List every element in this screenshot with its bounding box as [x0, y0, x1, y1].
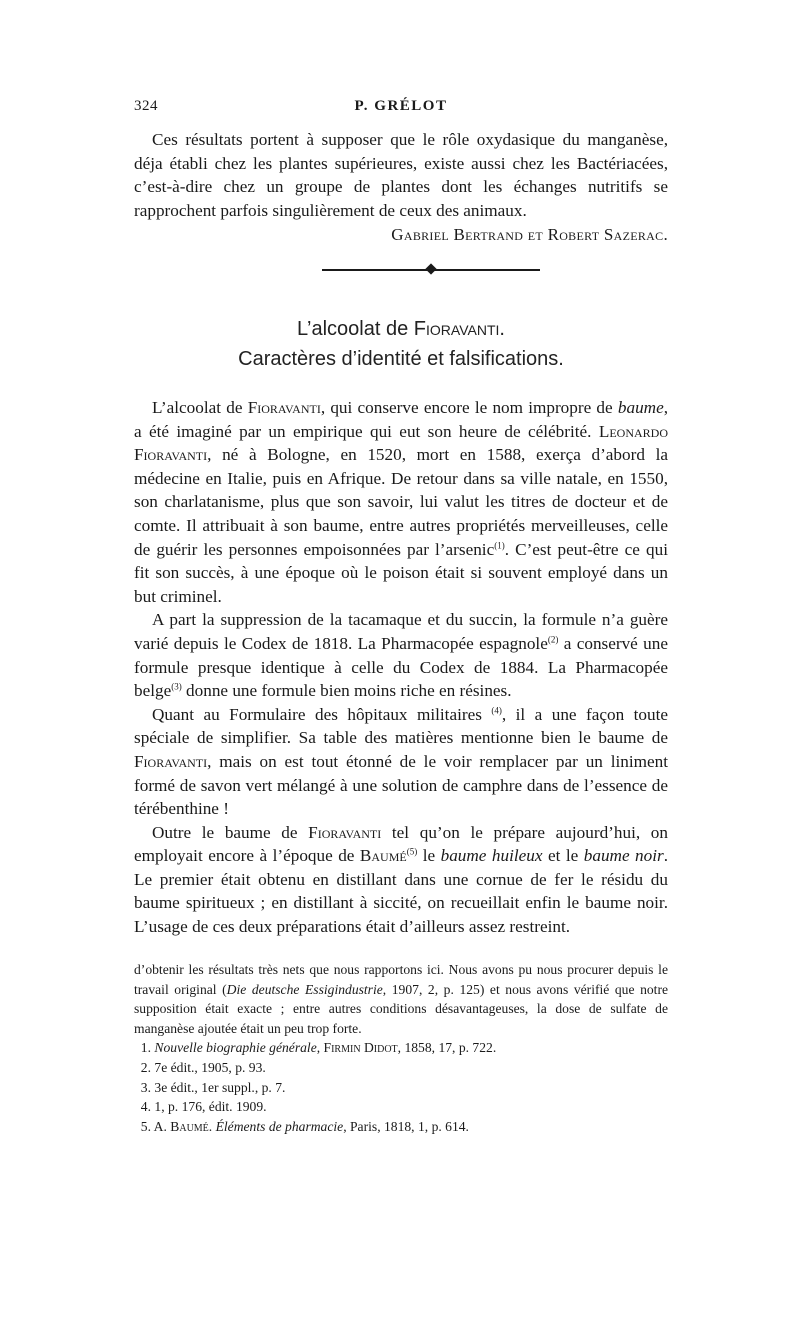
footnote-1: 1. Nouvelle biographie générale, Firmin Didot, 1858, 17, p. 722.	[140, 1040, 497, 1056]
intro-paragraph: Ces résultats portent à supposer que le rôle oxydasique du manganèse, déja établi chez les plantes supérieures, existe aussi chez les Bactériacées, c’est-à-dire chez un groupe de plantes dont les échanges nutritifs se rapprochent parfois singulièrement de ceux des animaux.	[134, 130, 668, 220]
article-subtitle: Caractères d’identité et falsifications.	[238, 348, 564, 370]
footnote-2: 2. 7e édit., 1905, p. 93.	[140, 1059, 266, 1075]
page-number: 324	[134, 98, 158, 114]
running-head: P. GRÉLOT	[354, 98, 448, 114]
footnotes	[134, 960, 668, 1136]
footnote-ref-1: (1)	[494, 539, 505, 550]
body-paragraph-1: L’alcoolat de Fioravanti, qui conserve encore le nom impropre de baume, a été imaginé par un empirique qui eut son heure de célébrité. Leonardo Fioravanti, né à Bologne, en 1520, mort en 1588, exerça d’abord la médecine en Italie, puis en Afrique. De retour dans sa ville natale, en 1550, son charlatanisme, plus que son savoir, lui valut les titres de docteur et de comte. Il attribuait à son baume, entre autres propriétés merveilleuses, celle de guérir les personnes empoisonnées par l’arsenic$^{(1)}$. C’est peut-être ce qui fit son succès, à une époque où le poison était si souvent employé dans un but criminel.	[134, 398, 668, 606]
footnote-5: 5. A. Baumé. Éléments de pharmacie, Paris, 1818, 1, p. 614.	[140, 1118, 469, 1134]
body-paragraph-2: A part la suppression de la tacamaque et du succin, la formule n’a guère varié depuis le Codex de 1818. La Pharmacopée espagnole$^{(2)}$ a conservé une formule presque identique à celle du Codex de 1884. La Pharmacopée belge$^{(3)}$ donne une formule bien moins riche en résines.	[134, 610, 668, 701]
footnote-ref-5: (5)	[406, 846, 418, 857]
body-paragraph-3: Quant au Formulaire des hôpitaux militaires $^{(4)}$, il a une façon toute spéciale de simplifier. Sa table des matières mentionne bien le baume de Fioravanti, mais on est tout étonné de le voir remplacer par un liniment formé de savon vert mélangé à une solution de camphre dans de l’essence de térébenthine !	[134, 704, 669, 819]
footnote-ref-2: (2)	[547, 634, 559, 645]
footnote-ref-3: (3)	[171, 681, 182, 692]
intro-text	[134, 128, 668, 222]
body-paragraph-4: Outre le baume de Fioravanti tel qu’on le prépare aujourd’hui, on employait encore à l’époque de Baumé$^{(5)}$ le baume huileux et le baume noir. Le premier était obtenu en distillant dans une cornue de fer le résidu du baume spiritueux ; en distillant à siccité, on recueillait enfin le baume noir. L’usage de ces deux préparations était d’ailleurs assez restreint.	[134, 822, 669, 937]
author-signature: Gabriel Bertrand et Robert Sazerac.	[391, 225, 668, 244]
footnote-continuation: d’obtenir les résultats très nets que nous rapportons ici. Nous avons pu nous procurer depuis le travail original (Die deutsche Essigindustrie, 1907, 2, p. 125) et nous avons vérifié que notre supposition était exacte ; entre autres conditions désavantageuses, la dose de sulfate de manganèse ajoutée était un peu trop forte.	[134, 962, 669, 1036]
article-body	[134, 396, 668, 939]
title-name: Fioravanti	[413, 318, 500, 340]
footnote-3: 3. 3e édit., 1er suppl., p. 7.	[140, 1079, 286, 1095]
page-header	[134, 98, 668, 120]
footnote-ref-4: (4)	[491, 704, 502, 715]
separator-diamond-ornament	[425, 263, 436, 274]
footnote-4: 4. 1, p. 176, édit. 1909.	[140, 1099, 267, 1115]
article-title: L’alcoolat de Fioravanti.	[297, 318, 505, 340]
